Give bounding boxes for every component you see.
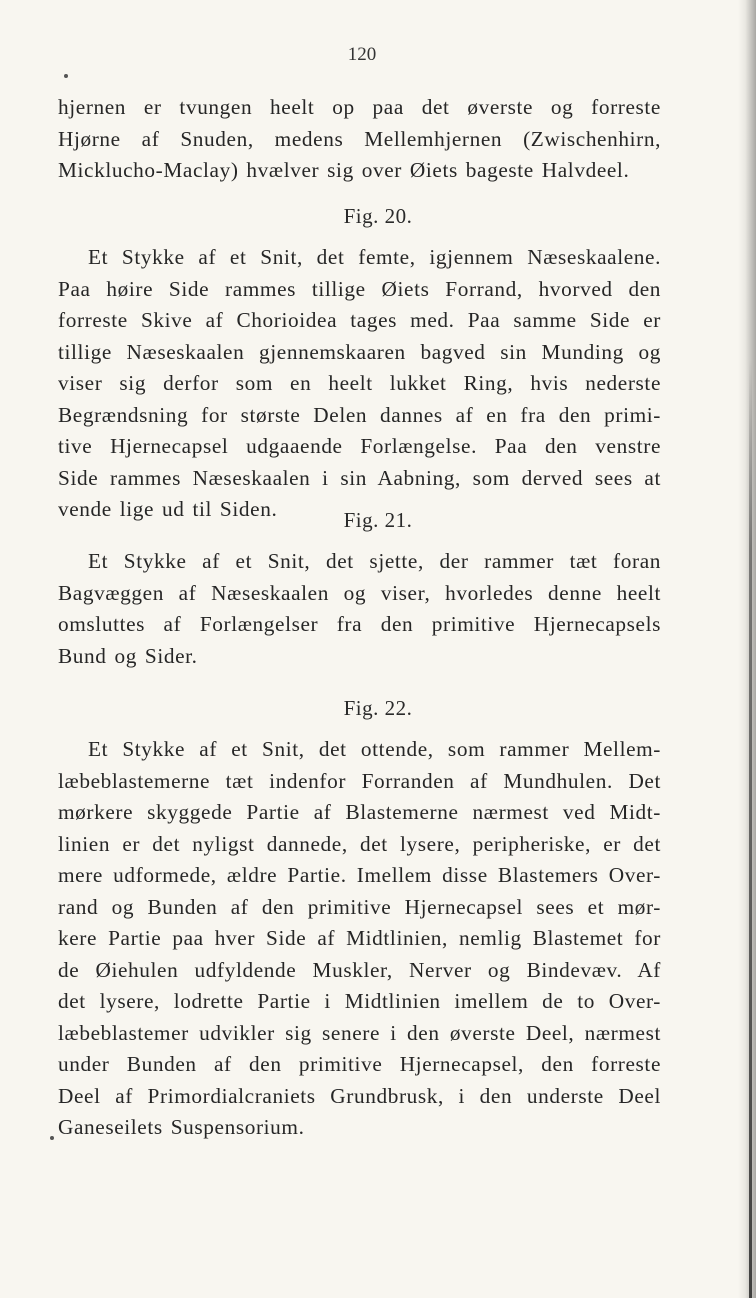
text-line: mere udformede, ældre Partie. Imellem disse Blastemers Over- bbox=[58, 863, 661, 887]
text-line: linien er det nyligst dannede, det lysere, peripheriske, er det bbox=[58, 831, 661, 856]
paragraph-fig-20 bbox=[58, 242, 661, 526]
text-line: Ganeseilets Suspensorium. bbox=[58, 1115, 305, 1139]
page-number: 120 bbox=[347, 44, 377, 65]
text-line: det lysere, lodrette Partie i Midtlinien imellem de to Over- bbox=[58, 989, 661, 1013]
text-line: Begrændsning for største Delen dannes af en fra den primi- bbox=[58, 402, 661, 427]
scan-speck bbox=[64, 74, 68, 78]
text-line: viser sig derfor som en heelt lukket Ring, hvis nederste bbox=[58, 371, 661, 395]
text-line: de Øiehulen udfyldende Muskler, Nerver og Bindevæv. Af bbox=[58, 957, 661, 982]
page-edge-line bbox=[749, 360, 752, 1298]
text-line: Side rammes Næseskaalen i sin Aabning, som derved sees at bbox=[58, 465, 661, 490]
text-line: Paa høire Side rammes tillige Øiets Forrand, hvorved den bbox=[58, 276, 661, 301]
text-line: kere Partie paa hver Side af Midtlinien, nemlig Blastemet for bbox=[58, 926, 661, 950]
page-gutter-shadow bbox=[738, 0, 756, 1298]
figure-heading-22: Fig. 22. bbox=[343, 696, 413, 720]
text-line: Et Stykke af et Snit, det ottende, som rammer Mellem- bbox=[88, 737, 661, 761]
text-line: Micklucho-Maclay) hvælver sig over Øiets bageste Halvdeel. bbox=[58, 158, 630, 182]
text-line: rand og Bunden af den primitive Hjernecapsel sees et mør- bbox=[58, 894, 661, 919]
text-line: tillige Næseskaalen gjennemskaaren bagved sin Munding og bbox=[58, 339, 661, 364]
text-line: Hjørne af Snuden, medens Mellemhjernen (Zwischenhirn, bbox=[58, 126, 661, 151]
text-line: Et Stykke af et Snit, det sjette, der rammer tæt foran bbox=[88, 549, 661, 573]
paragraph-fig-22 bbox=[58, 734, 661, 1144]
text-line: Deel af Primordialcraniets Grundbrusk, i den underste Deel bbox=[58, 1083, 661, 1108]
text-line: Bund og Sider. bbox=[58, 643, 198, 668]
paragraph-fig-21 bbox=[58, 546, 661, 672]
text-line: vende lige ud til Siden. bbox=[58, 497, 278, 521]
text-line: Bagvæggen af Næseskaalen og viser, hvorledes denne heelt bbox=[58, 580, 661, 605]
text-line: omsluttes af Forlængelser fra den primitive Hjernecapsels bbox=[58, 612, 661, 636]
text-line: læbeblastemer udvikler sig senere i den øverste Deel, nærmest bbox=[58, 1020, 661, 1045]
text-line: mørkere skyggede Partie af Blastemerne nærmest ved Midt- bbox=[58, 800, 661, 824]
scan-speck bbox=[50, 1136, 54, 1140]
text-line: forreste Skive af Chorioidea tages med. Paa samme Side er bbox=[58, 308, 661, 332]
text-line: hjernen er tvungen heelt op paa det øverste og forreste bbox=[58, 95, 661, 119]
text-line: læbeblastemerne tæt indenfor Forranden af Mundhulen. Det bbox=[58, 768, 661, 793]
text-line: under Bunden af den primitive Hjernecapsel, den forreste bbox=[58, 1052, 661, 1076]
text-line: Et Stykke af et Snit, det femte, igjennem Næseskaalene. bbox=[88, 245, 661, 269]
paragraph-intro bbox=[58, 92, 661, 187]
figure-heading-21: Fig. 21. bbox=[343, 508, 413, 532]
text-line: tive Hjernecapsel udgaaende Forlængelse. Paa den venstre bbox=[58, 434, 661, 458]
figure-heading-20: Fig. 20. bbox=[343, 204, 413, 228]
